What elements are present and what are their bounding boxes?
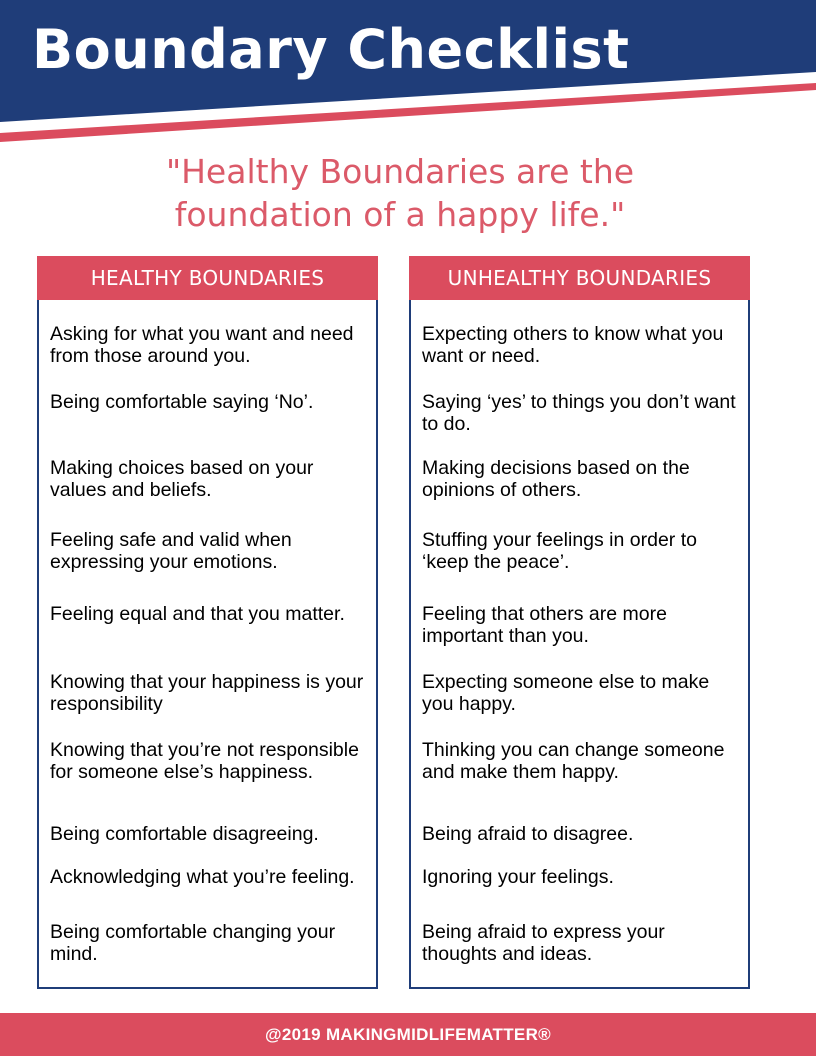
unhealthy-item: Thinking you can change someone and make them happy. bbox=[422, 739, 725, 783]
unhealthy-item: Stuffing your feelings in order to ‘keep the peace’. bbox=[422, 529, 697, 573]
healthy-item: Asking for what you want and need from those around you. bbox=[50, 323, 354, 367]
unhealthy-item: Ignoring your feelings. bbox=[422, 866, 614, 888]
healthy-item: Being comfortable saying ‘No’. bbox=[50, 391, 314, 413]
quote-text: "Healthy Boundaries are the foundation of a happy life." bbox=[165, 152, 635, 234]
healthy-item: Being comfortable changing your mind. bbox=[50, 921, 336, 965]
unhealthy-item: Expecting others to know what you want or need. bbox=[422, 323, 724, 367]
unhealthy-item: Being afraid to disagree. bbox=[422, 823, 634, 845]
healthy-item: Making choices based on your values and beliefs. bbox=[50, 457, 314, 501]
unhealthy-item: Expecting someone else to make you happy. bbox=[422, 671, 710, 715]
healthy-item: Acknowledging what you’re feeling. bbox=[50, 866, 355, 888]
unhealthy-panel bbox=[409, 256, 750, 989]
healthy-item: Knowing that you’re not responsible for someone else’s happiness. bbox=[50, 739, 359, 783]
unhealthy-item: Feeling that others are more important than you. bbox=[422, 603, 667, 647]
unhealthy-item: Making decisions based on the opinions of others. bbox=[422, 457, 690, 501]
unhealthy-item: Saying ‘yes’ to things you don’t want to do. bbox=[422, 391, 736, 435]
healthy-item: Feeling equal and that you matter. bbox=[50, 603, 345, 625]
unhealthy-item: Being afraid to express your thoughts and ideas. bbox=[422, 921, 665, 965]
healthy-panel bbox=[37, 256, 378, 989]
page-title: Boundary Checklist bbox=[32, 18, 630, 81]
healthy-heading: HEALTHY BOUNDARIES bbox=[37, 256, 378, 300]
healthy-item: Feeling safe and valid when expressing your emotions. bbox=[50, 529, 292, 573]
unhealthy-heading: UNHEALTHY BOUNDARIES bbox=[409, 256, 750, 300]
healthy-item: Being comfortable disagreeing. bbox=[50, 823, 319, 845]
footer-copyright: @2019 MAKINGMIDLIFEMATTER® bbox=[0, 1013, 816, 1056]
healthy-item: Knowing that your happiness is your responsibility bbox=[50, 671, 364, 715]
